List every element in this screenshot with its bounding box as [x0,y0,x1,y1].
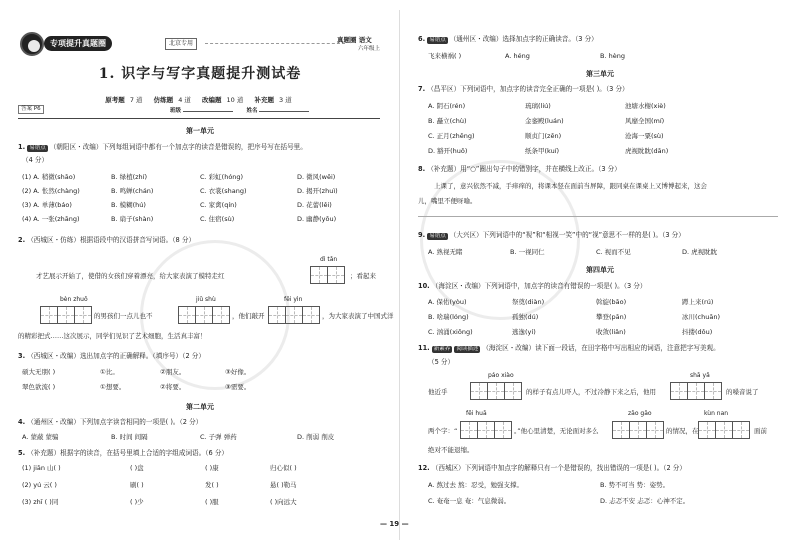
answer-line[interactable] [418,216,778,217]
mascot-icon [20,32,44,56]
writing-grid[interactable] [40,306,91,324]
question-6: 6. 易错点 （通州区・改编）选择加点字的正确读音。（3 分） [418,35,598,43]
unit-2-heading: 第二单元 [186,403,214,411]
question-9: 9. 易错点 （大兴区）下列词语中的“视”和“相视一笑”中的“视”意思不一样的是( )。（3 分） [418,231,685,239]
writing-grid[interactable] [268,306,319,324]
question-11: 11. 新素养 阅读描述 （海淀区・改编）读下面一段话，在田字格中写出相应的词语，注意把字写美观。 [418,344,720,352]
unit-3-heading: 第三单元 [586,70,614,78]
answer-reference: 答案 P6 [18,105,44,114]
header [20,32,385,56]
question-8: 8. （补充题）用“○”圈出句子中的错别字，并在横线上改正。（3 分） [418,165,621,173]
series-name: 真题圈 语文 [337,36,372,44]
question-4: 4. （通州区・改编）下列加点字读音相同的一项是( )。（2 分） [18,418,203,426]
name-fields: 班级 姓名 [170,108,321,115]
tag-badge: 易错点 [29,145,46,151]
page-title: 1. 识字与写字真题提升测试卷 [98,66,302,82]
writing-grid[interactable] [178,306,229,324]
class-input[interactable] [183,111,233,112]
writing-grid[interactable] [310,266,344,284]
region-badge: 北京专用 [165,38,197,50]
writing-grid[interactable] [612,421,663,439]
unit-4-heading: 第四单元 [586,266,614,274]
question-2: 2. （西城区・仿练）根据语段中的汉语拼音写词语。（8 分） [18,236,196,244]
name-input[interactable] [259,111,309,112]
question-stats: 原考题 7 道 仿练题 4 道 改编题 10 道 补充题 3 道 [105,96,292,104]
question-10: 10. （海淀区・改编）下列词语中，加点字的读音有错误的一项是( )。（3 分） [418,282,647,290]
writing-grid[interactable] [670,382,721,400]
question-1: 1. 易错点 （朝阳区・改编）下列每组词语中都有一个加点字的读音是错误的，把序号写在括号里。 [18,143,307,151]
brand-title: 专项提升真题圈 [44,36,112,51]
writing-grid[interactable] [470,382,521,400]
grade-label: 六年级上 [358,46,381,52]
writing-grid[interactable] [698,421,749,439]
question-3: 3. （西城区・改编）选出加点字的正确解释。（填序号）（2 分） [18,352,205,360]
left-page: 专项提升真题圈 北京专用 真题圈 语文 六年级上 1. 识字与写字真题提升测试卷 原考题 7 道 仿练题 4 道 改编题 10 道 补充题 3 道 答案 P6 班级 姓名 第一单元 1. 易错点 （朝阳区・改编）下列每组词语中都有一个加点字的读音是错误的，把序号写在括号里。 （4 分） (1) A. 稍微(shāo) B. 绿植(zhí) C. 彩虹(hóng) D. 微风(wēi) (2) A. 怅然(chàng) B. 鸣蝉(chán) C. 衣裳(shang) D. 揭开(zhuì) (3) A. 单薄(báo) B. 模糊(hú) C. 家禽(qín) D. 花蕾(lěi) (4) A. 一张(zhāng) B. 扇子(shàn) C. 住宿(sù) D. 幽静(yōu) 2. （西城区・仿练）根据语段中的汉语拼音写词语。（8 分） dì tǎn 才艺展示开始了，使借的女孩们穿着漂亮，给大家表演了模特走红 ；看起来 bèn zhuō jiǔ shù fěi yìn 的男孩们一点儿也不 ，他们敲开 ，为大家表演了中国式洋 的精彩把式……这次展示，同学们见识了艺术细胞，生活真丰富！ 3. （西城区・改编）选出加点字的正确解释。（填序号）（2 分） 硕大无朋( ) ①比。 ②朋友。 ③好像。 翠色欲流( ) ①想要。 ②将要。 ③需要。 第二单元 4. （通州区・改编）下列加点字读音相同的一项是( )。（2 分） A. 蒙蔽 蒙骗 B. 时间 间隔 C. 子弹 弹药 D. 削弱 削皮 5. （补充题）根据字的读音，在括号里填上合适的字组成词语。（6 分） (1) jiān 山( ) ( )盘 ( )康 归心似( ) (2) yú 云( ) 刷( ) 发( ) 悬( )勒马 (3) zhī ( )同 ( )少 ( )服 ( )向远大 [0,0,400,551]
page-number: — 19 — [380,520,409,528]
unit-1-heading: 第一单元 [186,127,214,135]
writing-grid[interactable] [460,421,511,439]
right-page: 6. 易错点 （通州区・改编）选择加点字的正确读音。（3 分） 飞来横祸( ) A. héng B. hèng 第三单元 7. （昌平区）下列词语中，加点字的读音完全正确的一项是( )。（3 分） A. 阴石(rén) 琉璃(liú) 池塘水榭(xiè) B. 矗立(chù) 金銮殿(luán) 风靡全国(mí) C. 正月(zhēng) 顺贞门(zēn) 沧海一粟(sù) D. 豁开(huō) 纸条甲(kuí) 虎视眈眈(dān) 8. （补充题）用“○”圈出句子中的错别字，并在横线上改正。（3 分） 上课了，意兴依然不减，手痒痒的，将课本竖在面前当屏障，跟同桌在课桌上又博博起来，这会 儿，嘴里不便呀喻。 9. 易错点 （大兴区）下列词语中的“视”和“相视一笑”中的“视”意思不一样的是( )。（3 分） A. 熟视无睹 B. 一视同仁 C. 视而不见 D. 虎视眈眈 第四单元 10. （海淀区・改编）下列词语中，加点字的读音有错误的一项是( )。（3 分） A. 保佑(yòu) 祭奠(diàn) 斡旋(bāo) 蹲上来(rú) B. 啥瑞(lóng) 孤独(dú) 攀登(pān) 冰川(chuān) C. 汹涌(xiōng) 逃逸(yí) 收敛(liǎn) 抖搂(dǒu) 11. 新素养 阅读描述 （海淀区・改编）读下面一段话，在田字格中写出相应的词语，注意把字写美观。 （5 分） páo xiào shā yǎ 他近乎 的样子有点儿吓人，不过冷静下来之后，他用 的嗓音说了 fēi huā zāo gāo kùn nan 两个字：“ 。”他心里清楚，无论面对多么 的情况，在 面前 绝对不能退缩。 12. （西城区）下列词语中加点字的解释只有一个是错误的，找出错误的一项是( )。（2 分） A. 熬过去 熬：忍受，勉强支撑。 B. 势不可当 势：姿势。 C. 奄奄一息 奄：气息微弱。 D. 忐忑不安 忐忑：心神不定。 [400,0,800,551]
question-12: 12. （西城区）下列词语中加点字的解释只有一个是错误的，找出错误的一项是( )。（2 分） [418,464,686,472]
question-5: 5. （补充题）根据字的读音，在括号里填上合适的字组成词语。（6 分） [18,449,229,457]
question-7: 7. （昌平区）下列词语中，加点字的读音完全正确的一项是( )。（3 分） [418,85,629,93]
